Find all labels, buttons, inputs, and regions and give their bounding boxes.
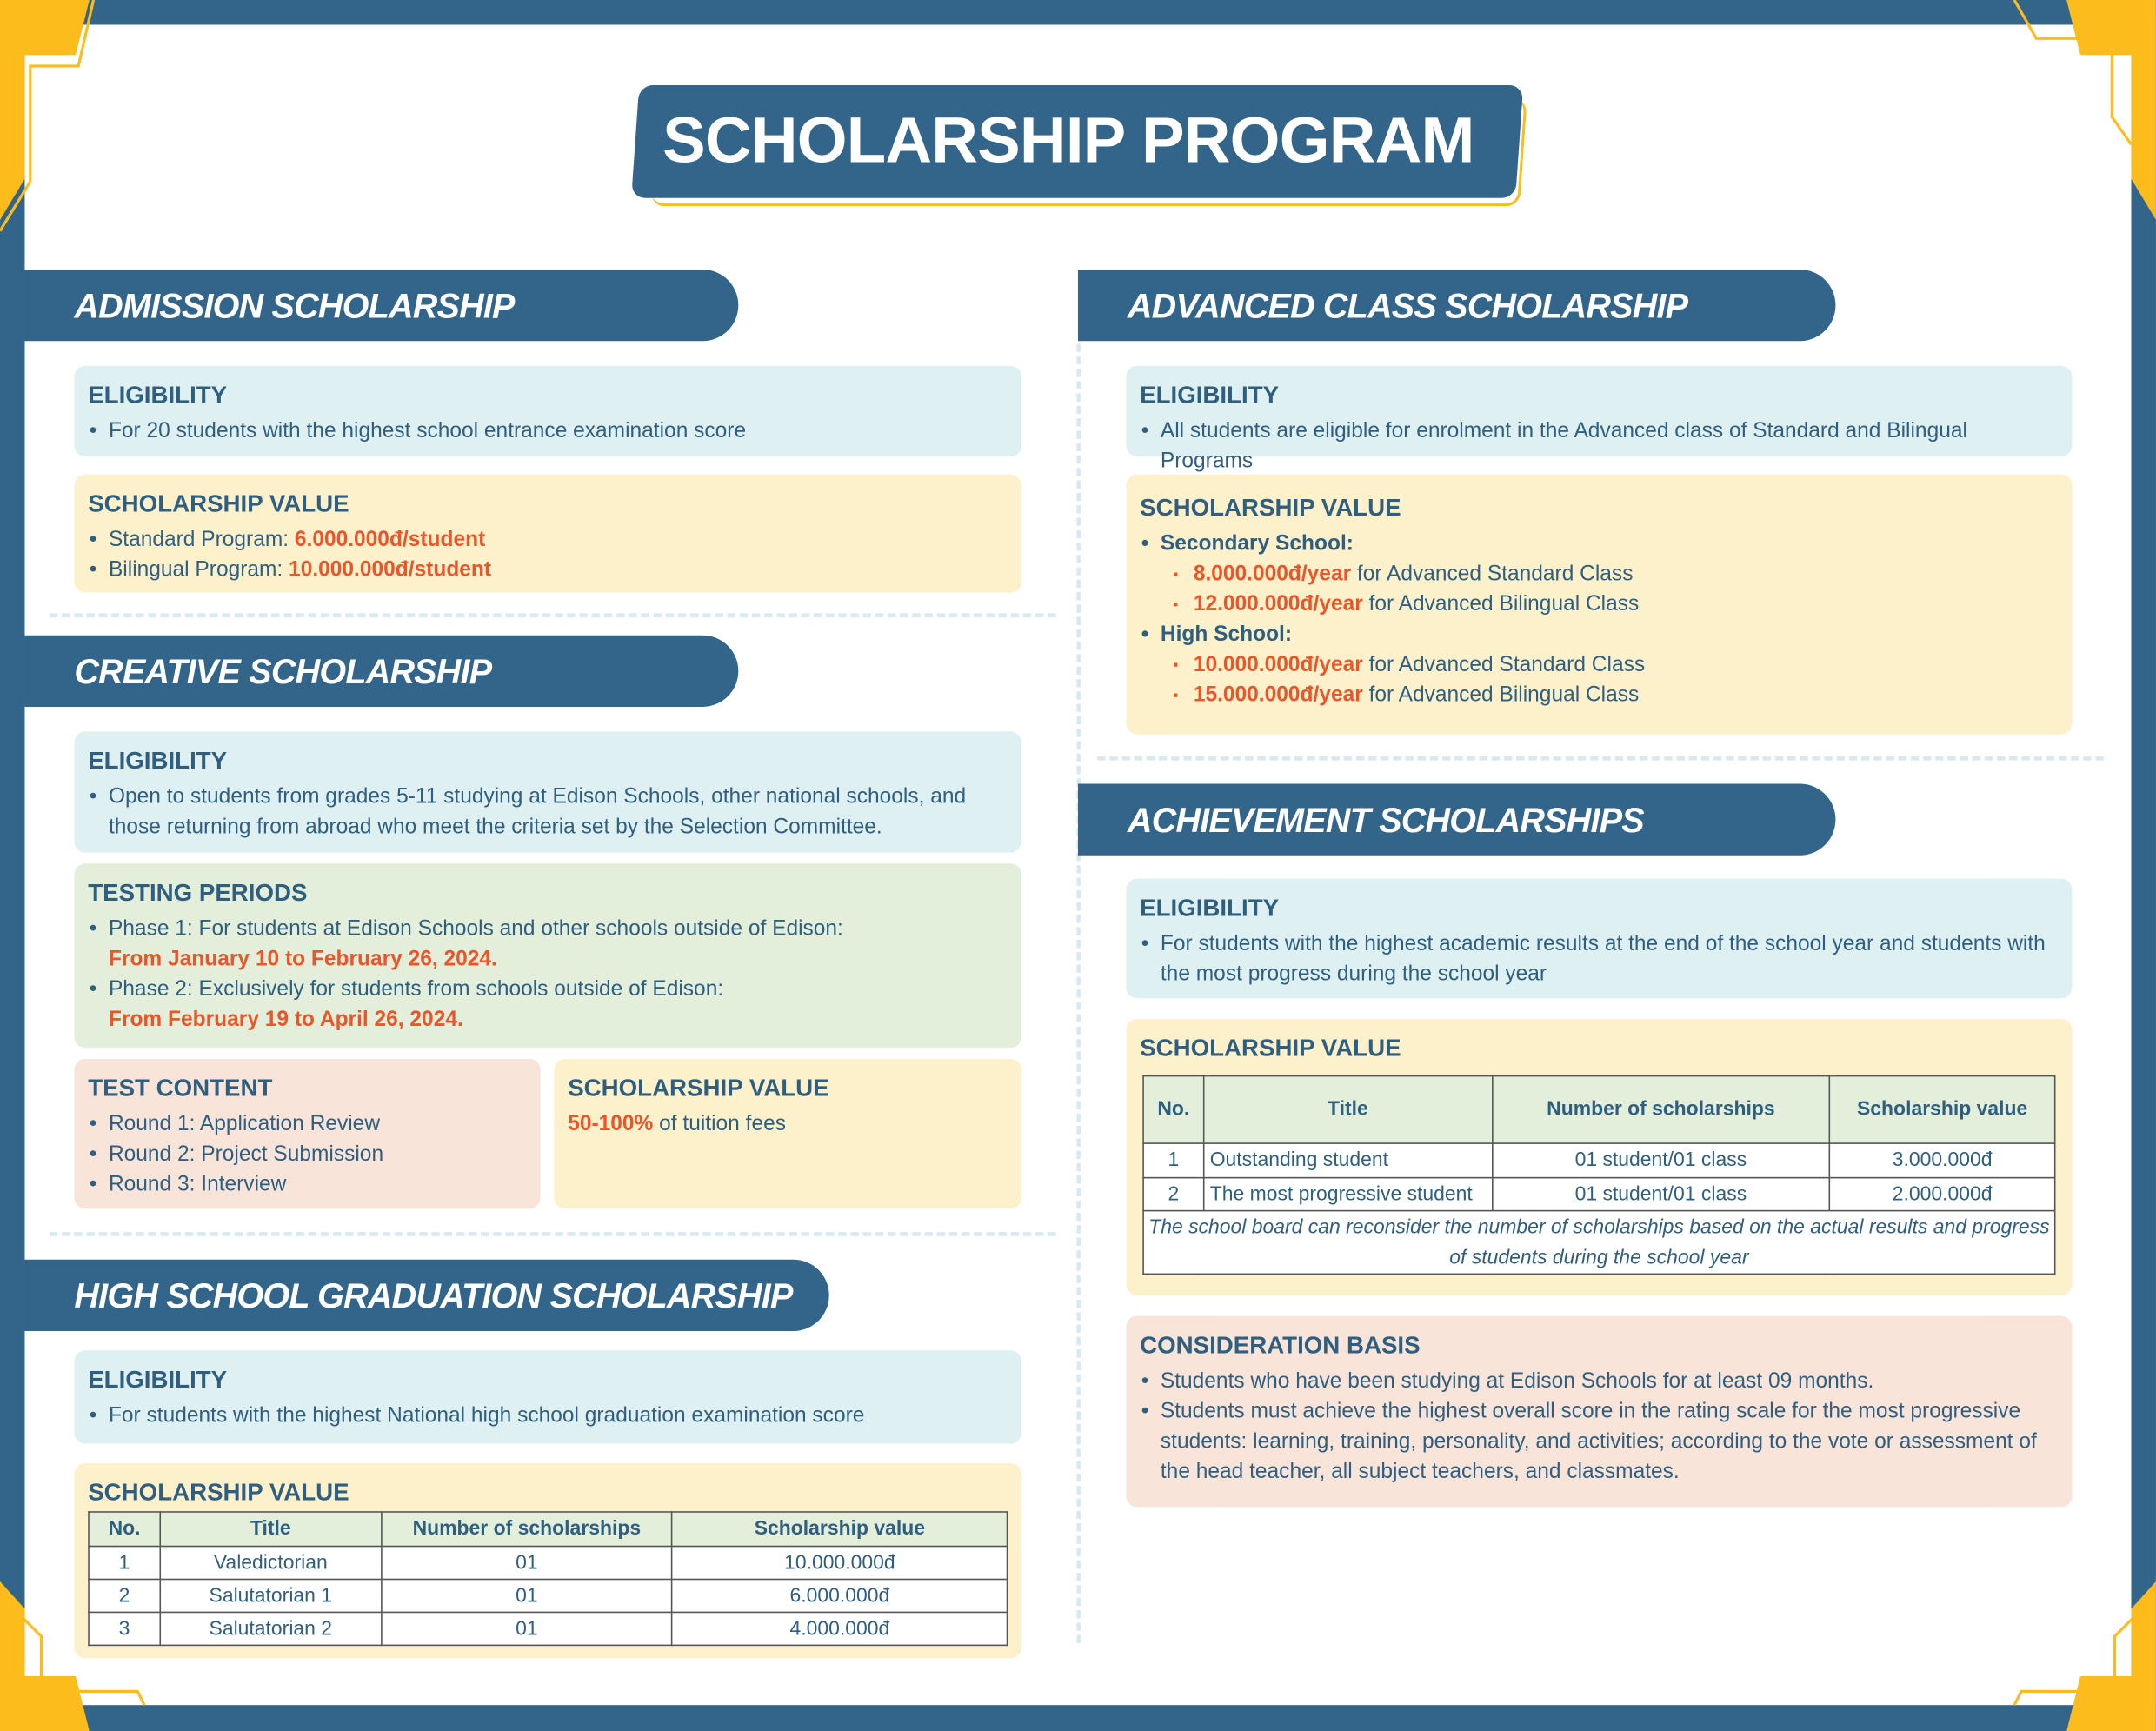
table-row [1143,1143,2055,1178]
group-label: • High School: [1140,620,2059,650]
value-amount: 50-100% [568,1112,654,1136]
box-title: CONSIDERATION BASIS [1140,1330,1421,1359]
list-item: • For students with the highest academic results at the end of the school year and students with the most progress during the school year [1140,929,2059,990]
column-header: No. [1143,1076,1203,1143]
column-header: Number of scholarships [381,1512,672,1547]
table-header [89,1512,1008,1547]
creative-test-content [74,1059,540,1208]
list-item: • Students who have been studying at Edison Schools for at least 09 months. [1140,1367,2059,1397]
graduation-eligibility [74,1350,1021,1444]
advanced-value [1126,475,2072,735]
cell: Salutatorian 2 [160,1612,381,1645]
list-item: • Round 2: Project Submission [88,1140,527,1170]
list-item [88,975,1008,1035]
cell: The most progressive student [1204,1178,1493,1211]
graduation-heading: HIGH SCHOOL GRADUATION SCHOLARSHIP [24,1260,828,1331]
section-divider [50,613,1056,617]
table-note-row [1143,1211,2055,1275]
box-title: SCHOLARSHIP VALUE [1140,1034,1401,1062]
box-title: SCHOLARSHIP VALUE [568,1074,829,1102]
cell: 01 [381,1612,672,1645]
list-item: • Open to students from grades 5-11 studying at Edison Schools, other national schools, and those returning from abroad who meet the criteria set by the Selection Committee. [88,782,1008,843]
list-item: • Students must achieve the highest overall score in the rating scale for the most progressive students: learning, training, personality, and activities; according to the vote or assessment of the head teacher, all subject teachers, and classmates. [1140,1397,2059,1488]
cell: Outstanding student [1204,1143,1493,1178]
cell: Salutatorian 1 [160,1579,381,1612]
cell: 10.000.000đ [672,1547,1007,1580]
column-header: Scholarship value [1830,1076,2055,1143]
page-title: SCHOLARSHIP PROGRAM [662,103,1474,176]
advanced-heading: ADVANCED CLASS SCHOLARSHIP [1078,270,1835,341]
list-item [1140,560,2059,590]
box-title: ELIGIBILITY [88,746,228,775]
cell: 3.000.000đ [1830,1143,2055,1178]
item-text: Phase 1: For students at Edison Schools and other schools outside of Edison: [108,916,843,941]
box-title: ELIGIBILITY [88,1365,228,1394]
box-title: ELIGIBILITY [88,381,228,409]
cell: 01 student/01 class [1492,1178,1829,1211]
achievement-eligibility [1126,879,2072,999]
creative-value [554,1059,1021,1208]
item-amount: 8.000.000đ/year [1193,562,1352,586]
column-header: Title [1204,1076,1493,1143]
item-date: From February 19 to April 26, 2024. [108,1008,463,1032]
cell: 4.000.000đ [672,1612,1007,1645]
value-suffix: of tuition fees [653,1112,786,1136]
list-item [1140,650,2059,681]
consideration-basis [1126,1316,2072,1508]
creative-eligibility [74,731,1021,852]
list-item [88,915,1008,975]
achievement-table [1142,1075,2055,1275]
list-item [1140,590,2059,621]
achievement-heading: ACHIEVEMENT SCHOLARSHIPS [1078,784,1835,856]
group-label: • Secondary School: [1140,529,2059,560]
creative-testing-periods [74,863,1021,1048]
cell: 1 [1143,1143,1203,1178]
item-text: Phase 2: Exclusively for students from schools outside of Edison: [108,977,724,1002]
item-amount: 15.000.000đ/year [1193,683,1363,707]
table-row [89,1547,1008,1580]
item-text: for Advanced Standard Class [1351,562,1634,586]
box-title: ELIGIBILITY [1140,381,1280,409]
list-item [1140,681,2059,711]
cell: Valedictorian [160,1547,381,1580]
table-row [89,1579,1008,1612]
box-title: TEST CONTENT [88,1074,273,1102]
list-item: • For students with the highest National high school graduation examination score [88,1401,1008,1432]
cell: 01 [381,1547,672,1580]
item-text: for Advanced Bilingual Class [1362,592,1640,616]
item-date: From January 10 to February 26, 2024. [108,947,497,971]
admission-heading: ADMISSION SCHOLARSHIP [24,270,738,341]
column-divider [1076,343,1081,1643]
cell: 01 student/01 class [1492,1143,1829,1178]
creative-heading: CREATIVE SCHOLARSHIP [24,636,738,707]
item-label: Standard Program: [108,528,295,552]
item-amount: 10.000.000đ/year [1193,653,1363,677]
cell: 2.000.000đ [1830,1178,2055,1211]
cell: 2 [89,1579,160,1612]
list-item: • Round 3: Interview [88,1170,527,1201]
cell: 2 [1143,1178,1203,1211]
advanced-eligibility [1126,366,2072,474]
column-header: Number of scholarships [1492,1076,1829,1143]
item-amount: 10.000.000đ/student [289,558,492,583]
list-item [88,525,1008,556]
column-header: Title [160,1512,381,1547]
column-header: Scholarship value [672,1512,1007,1547]
section-divider [1097,756,2104,761]
cell: 01 [381,1579,672,1612]
value-text [568,1109,1008,1140]
table-header [1143,1076,2055,1143]
box-title: SCHOLARSHIP VALUE [1140,493,1401,522]
box-title: SCHOLARSHIP VALUE [88,1478,349,1506]
admission-value [74,475,1021,593]
admission-eligibility [74,366,1021,456]
item-text: for Advanced Standard Class [1362,653,1646,677]
section-divider [50,1232,1056,1236]
graduation-table [88,1511,1008,1646]
box-title: ELIGIBILITY [1140,894,1280,922]
cell: 6.000.000đ [672,1579,1007,1612]
table-row [89,1612,1008,1645]
cell: 1 [89,1547,160,1580]
list-item: • Round 1: Application Review [88,1109,527,1140]
list-item [88,556,1008,586]
table-row [1143,1178,2055,1211]
item-text: for Advanced Bilingual Class [1362,683,1640,707]
box-title: SCHOLARSHIP VALUE [88,489,349,517]
item-amount: 6.000.000đ/student [294,528,486,552]
item-label: Bilingual Program: [108,558,289,583]
list-item: • All students are eligible for enrolment in the Advanced class of Standard and Bilingual Programs [1140,416,2059,477]
column-header: No. [89,1512,160,1547]
cell: 3 [89,1612,160,1645]
item-amount: 12.000.000đ/year [1193,592,1363,616]
list-item: • For 20 students with the highest school entrance examination score [88,416,1008,447]
table-note: The school board can reconsider the number of scholarships based on the actual results and progress of students during the school year [1143,1211,2055,1275]
box-title: TESTING PERIODS [88,878,308,907]
